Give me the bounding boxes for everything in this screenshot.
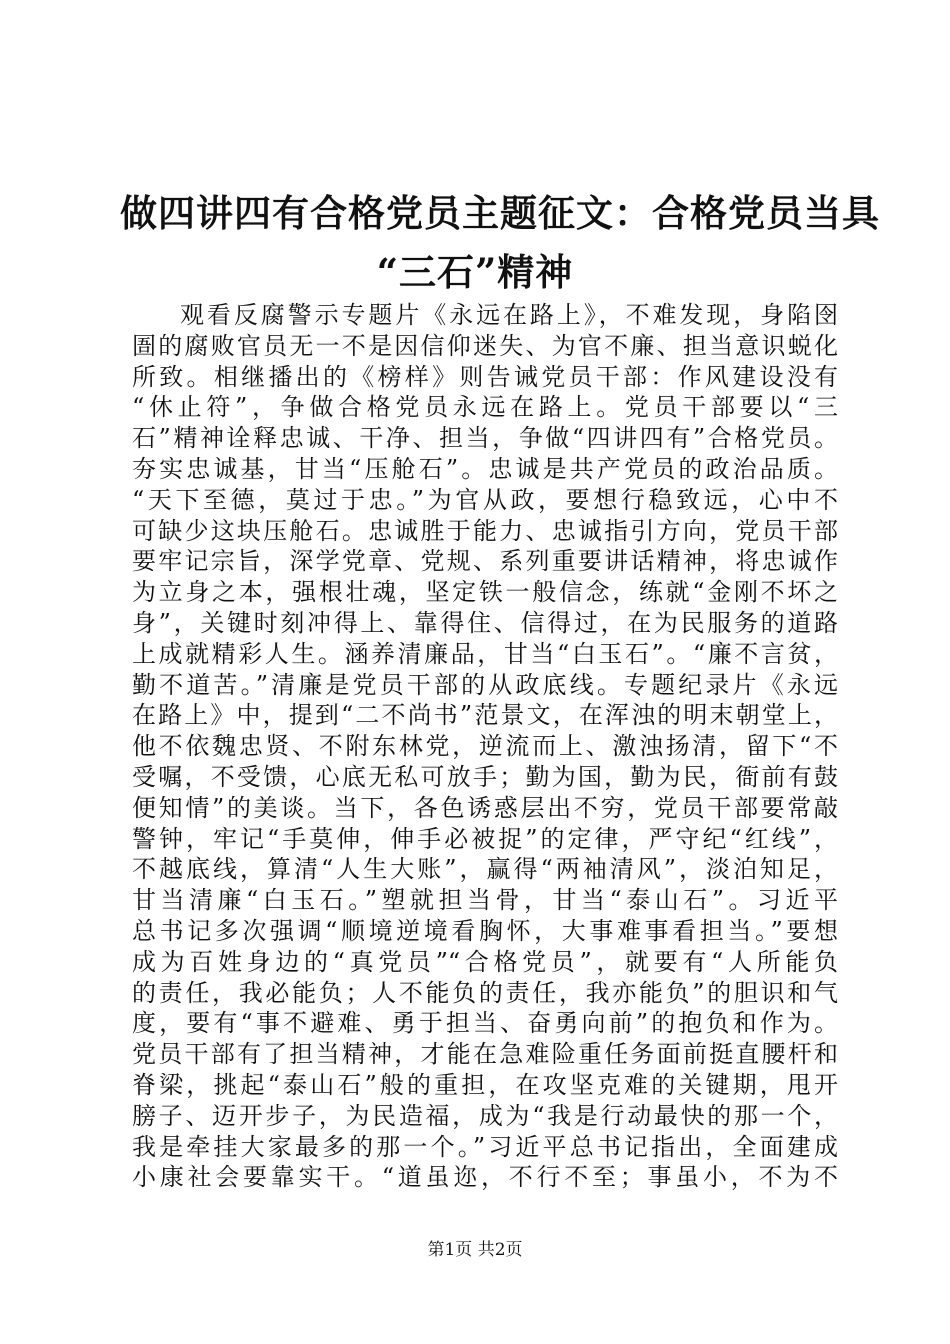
document-title-line-2: “三石”精神 xyxy=(376,250,574,294)
body-text-line: 石”精神诠释忠诚、干净、担当，争做“四讲四有”合格党员。 xyxy=(132,424,838,453)
document-body xyxy=(132,300,838,1193)
body-text-line: 为立身之本，强根壮魂，坚定铁一般信念，练就“金刚不坏之 xyxy=(132,578,838,607)
body-text-line: 勤不道苦。”清廉是党员干部的从政底线。专题纪录片《永远 xyxy=(132,670,838,699)
body-text-line: 上成就精彩人生。涵养清廉品，甘当“白玉石”。“廉不言贫， xyxy=(132,639,838,668)
body-text-line: 党员干部有了担当精神，才能在急难险重任务面前挺直腰杆和 xyxy=(132,1040,838,1069)
body-text-line: 甘当清廉“白玉石。”塑就担当骨，甘当“泰山石”。习近平 xyxy=(132,886,838,915)
body-text-line: 我是牵挂大家最多的那一个。”习近平总书记指出，全面建成 xyxy=(132,1132,838,1161)
body-text-line: 度，要有“事不避难、勇于担当、奋勇向前”的抱负和作为。 xyxy=(132,1009,838,1038)
body-text-line: 便知情”的美谈。当下，各色诱惑层出不穷，党员干部要常敲 xyxy=(132,793,838,822)
body-text-line: 不越底线，算清“人生大账”，赢得“两袖清风”，淡泊知足， xyxy=(132,855,838,884)
body-text-line: 夯实忠诚基，甘当“压舱石”。忠诚是共产党员的政治品质。 xyxy=(132,454,838,483)
body-text-line: “天下至德，莫过于忠。”为官从政，要想行稳致远，心中不 xyxy=(132,485,838,514)
body-text-line: 警钟，牢记“手莫伸，伸手必被捉”的定律，严守纪“红线”， xyxy=(132,824,838,853)
body-text-line: “休止符”，争做合格党员永远在路上。党员干部要以“三 xyxy=(132,393,838,422)
body-text-line: 所致。相继播出的《榜样》则告诫党员干部：作风建设没有 xyxy=(132,362,838,391)
body-text-line: 脊梁，挑起“泰山石”般的重担，在攻坚克难的关键期，甩开 xyxy=(132,1070,838,1099)
body-text-line: 可缺少这块压舱石。忠诚胜于能力、忠诚指引方向，党员干部 xyxy=(132,516,838,545)
body-text-line: 的责任，我必能负；人不能负的责任，我亦能负”的胆识和气 xyxy=(132,978,838,1007)
body-text-line: 小康社会要靠实干。“道虽迩，不行不至；事虽小，不为不 xyxy=(132,1163,838,1192)
body-text-line: 总书记多次强调“顺境逆境看胸怀，大事难事看担当。”要想 xyxy=(132,916,838,945)
body-text-line: 要牢记宗旨，深学党章、党规、系列重要讲话精神，将忠诚作 xyxy=(132,547,838,576)
body-text-line: 身”，关键时刻冲得上、靠得住、信得过，在为民服务的道路 xyxy=(132,608,838,637)
body-text-line: 他不依魏忠贤、不附东林党，逆流而上、激浊扬清，留下“不 xyxy=(132,732,838,761)
body-text-line: 在路上》中，提到“二不尚书”范景文，在浑浊的明末朝堂上， xyxy=(132,701,838,730)
page-footer: 第1页 共2页 xyxy=(427,1240,523,1260)
body-text-line: 圄的腐败官员无一不是因信仰迷失、为官不廉、担当意识蜕化 xyxy=(132,331,838,360)
body-text-line: 受嘱，不受馈，心底无私可放手；勤为国，勤为民，衙前有鼓 xyxy=(132,762,838,791)
body-text-line: 成为百姓身边的“真党员”“合格党员”，就要有“人所能负 xyxy=(132,947,838,976)
document-title-line-1: 做四讲四有合格党员主题征文：合格党员当具 xyxy=(120,191,880,235)
body-text-line: 膀子、迈开步子，为民造福，成为“我是行动最快的那一个， xyxy=(132,1101,838,1130)
body-text-line: 观看反腐警示专题片《永远在路上》，不难发现，身陷囹 xyxy=(180,301,838,329)
